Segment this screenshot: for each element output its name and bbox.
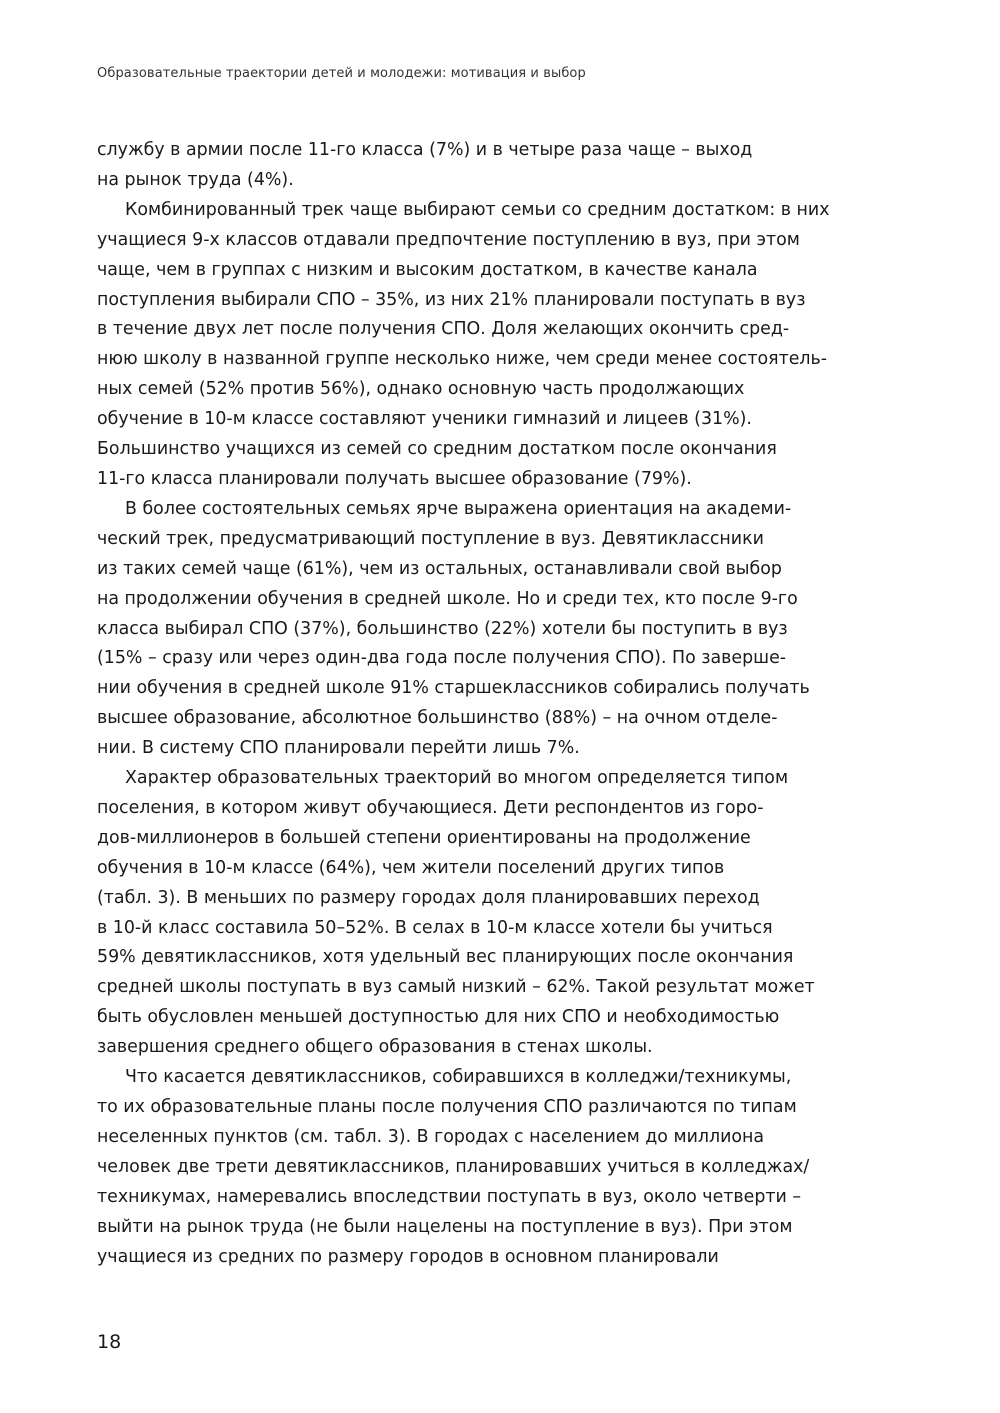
text-line: в 10-й класс составила 50–52%. В селах в 10-м классе хотели бы учиться [97, 917, 773, 938]
paragraph [97, 1063, 867, 1272]
paragraph [97, 495, 867, 764]
text-line: нии обучения в средней школе 91% старшеклассников собирались получать [97, 678, 810, 699]
text-line: 59% девятиклассников, хотя удельный вес планирующих после окончания [97, 947, 794, 968]
text-line: средней школы поступать в вуз самый низкий – 62%. Такой результат может [97, 977, 815, 998]
text-line: выйти на рынок труда (не были нацелены на поступление в вуз). При этом [97, 1216, 793, 1237]
text-line: (табл. 3). В меньших по размеру городах доля планировавших переход [97, 887, 760, 908]
text-line: чаще, чем в группах с низким и высоким достатком, в качестве канала [97, 259, 758, 280]
text-line: учащиеся 9-х классов отдавали предпочтение поступлению в вуз, при этом [97, 229, 800, 250]
text-line: класса выбирал СПО (37%), большинство (22%) хотели бы поступить в вуз [97, 618, 788, 639]
text-line: обучения в 10-м классе (64%), чем жители поселений других типов [97, 857, 725, 878]
text-line: 11-го класса планировали получать высшее образование (79%). [97, 468, 692, 489]
text-line: поселения, в котором живут обучающиеся. Дети респондентов из горо- [97, 797, 764, 818]
text-line: Характер образовательных траекторий во многом определяется типом [125, 768, 789, 789]
text-line: человек две трети девятиклассников, планировавших учиться в колледжах/ [97, 1156, 810, 1177]
text-line: нюю школу в названной группе несколько ниже, чем среди менее состоятель- [97, 349, 828, 370]
text-line: на продолжении обучения в средней школе. Но и среди тех, кто после 9-го [97, 588, 798, 609]
body-text [97, 136, 867, 1272]
text-line: техникумах, намеревались впоследствии поступать в вуз, около четверти – [97, 1186, 802, 1207]
text-line: учащиеся из средних по размеру городов в основном планировали [97, 1246, 719, 1267]
text-line: В более состоятельных семьях ярче выражена ориентация на академи- [125, 498, 792, 519]
text-line: службу в армии после 11-го класса (7%) и в четыре раза чаще – выход [97, 140, 753, 160]
text-line: ческий трек, предусматривающий поступление в вуз. Девятиклассники [97, 528, 764, 549]
text-line: дов-миллионеров в большей степени ориентированы на продолжение [97, 827, 751, 848]
running-head: Образовательные траектории детей и молодежи: мотивация и выбор [97, 66, 586, 81]
text-line: поступления выбирали СПО – 35%, из них 21% планировали поступать в вуз [97, 289, 806, 310]
text-line: то их образовательные планы после получения СПО различаются по типам [97, 1097, 797, 1117]
text-line: Что касается девятиклассников, собиравшихся в колледжи/техникумы, [125, 1067, 792, 1088]
page-number: 18 [97, 1331, 122, 1353]
text-line: высшее образование, абсолютное большинство (88%) – на очном отделе- [97, 708, 778, 729]
text-line: неселенных пунктов (см. табл. 3). В городах с населением до миллиона [97, 1126, 765, 1147]
text-line: нии. В систему СПО планировали перейти лишь 7%. [97, 738, 580, 759]
text-line: обучение в 10-м классе составляют ученики гимназий и лицеев (31%). [97, 409, 752, 430]
paragraph [97, 764, 867, 1063]
paragraph [97, 136, 867, 196]
text-line: Большинство учащихся из семей со средним достатком после окончания [97, 439, 777, 460]
text-line: (15% – сразу или через один-два года после получения СПО). По заверше- [97, 648, 787, 669]
text-line: быть обусловлен меньшей доступностью для них СПО и необходимостью [97, 1007, 780, 1028]
text-line: из таких семей чаще (61%), чем из остальных, останавливали свой выбор [97, 558, 782, 579]
text-line: завершения среднего общего образования в стенах школы. [97, 1037, 653, 1058]
text-line: Комбинированный трек чаще выбирают семьи со средним достатком: в них [125, 199, 830, 220]
text-line: в течение двух лет после получения СПО. Доля желающих окончить сред- [97, 319, 790, 340]
text-line: на рынок труда (4%). [97, 169, 294, 190]
text-line: ных семей (52% против 56%), однако основную часть продолжающих [97, 379, 745, 400]
paragraph [97, 196, 867, 495]
